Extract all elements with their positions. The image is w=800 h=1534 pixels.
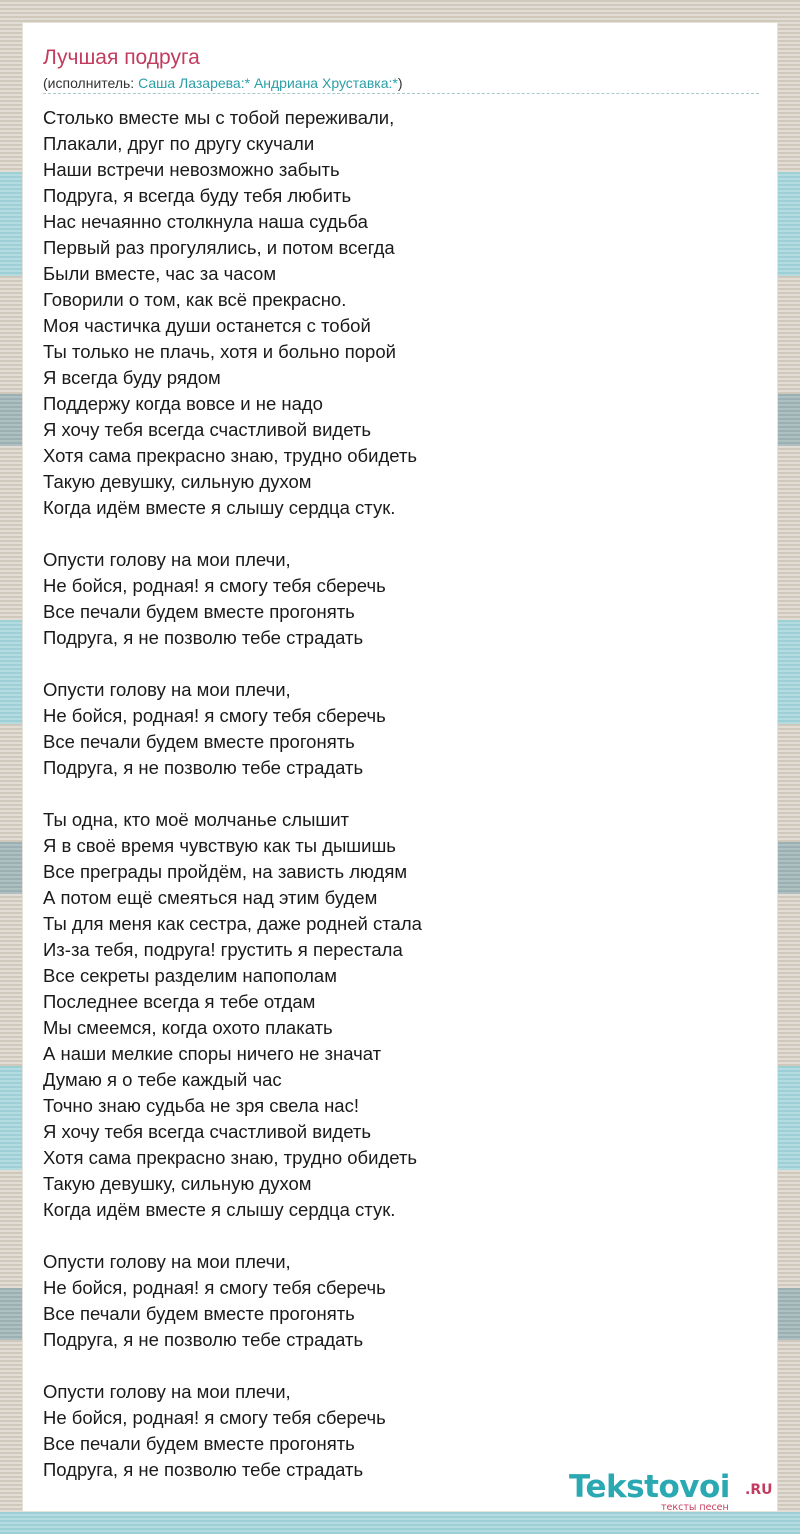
lyric-line: Наши встречи невозможно забыть — [43, 159, 340, 180]
lyric-line: Ты для меня как сестра, даже родней стала — [43, 913, 422, 934]
logo-tagline: тексты песен — [661, 1502, 729, 1513]
lyric-line: Плакали, друг по другу скучали — [43, 133, 315, 154]
performer-suffix: ) — [397, 75, 403, 91]
lyric-line: Подруга, я не позволю тебе страдать — [43, 1329, 364, 1350]
lyrics-card — [22, 22, 778, 1512]
lyric-line: Опусти голову на мои плечи, — [43, 549, 291, 570]
lyric-line: Подруга, я не позволю тебе страдать — [43, 1459, 364, 1480]
lyric-line: Хотя сама прекрасно знаю, трудно обидеть — [43, 445, 418, 466]
site-logo[interactable] — [569, 1469, 779, 1513]
lyric-line: Когда идём вместе я слышу сердца стук. — [43, 497, 396, 518]
lyric-line: Ты только не плачь, хотя и больно порой — [43, 341, 396, 362]
title-divider — [43, 93, 759, 94]
lyric-line: Хотя сама прекрасно знаю, трудно обидеть — [43, 1147, 418, 1168]
lyric-line: Точно знаю судьба не зря свела нас! — [43, 1095, 359, 1116]
lyric-line: Ты одна, кто моё молчанье слышит — [43, 809, 350, 830]
song-title: Лучшая подруга — [43, 46, 200, 69]
lyric-line: Не бойся, родная! я смогу тебя сберечь — [43, 575, 386, 596]
lyric-line: Опусти голову на мои плечи, — [43, 679, 291, 700]
lyric-line: Я в своё время чувствую как ты дышишь — [43, 835, 396, 856]
logo-wordmark: Tekstovoi — [569, 1469, 730, 1505]
lyric-line: Все преграды пройдём, на зависть людям — [43, 861, 408, 882]
lyric-line: Такую девушку, сильную духом — [43, 1173, 312, 1194]
lyric-line: Нас нечаянно столкнула наша судьба — [43, 211, 368, 232]
lyric-line: Подруга, я не позволю тебе страдать — [43, 627, 364, 648]
lyric-line: Первый раз прогулялись, и потом всегда — [43, 237, 395, 258]
stanza-break — [43, 1353, 759, 1379]
lyric-line: Поддержу когда вовсе и не надо — [43, 393, 323, 414]
performer-line — [43, 74, 403, 92]
lyric-line: Не бойся, родная! я смогу тебя сберечь — [43, 1277, 386, 1298]
lyric-line: Подруга, я всегда буду тебя любить — [43, 185, 352, 206]
lyric-line: Я всегда буду рядом — [43, 367, 221, 388]
lyric-line: Такую девушку, сильную духом — [43, 471, 312, 492]
lyric-line: Все печали будем вместе прогонять — [43, 731, 355, 752]
stanza-break — [43, 521, 759, 547]
lyric-line: Я хочу тебя всегда счастливой видеть — [43, 1121, 371, 1142]
lyric-line: Не бойся, родная! я смогу тебя сберечь — [43, 1407, 386, 1428]
lyric-line: Думаю я о тебе каждый час — [43, 1069, 282, 1090]
lyric-line: Столько вместе мы с тобой переживали, — [43, 107, 395, 128]
lyric-line: Последнее всегда я тебе отдам — [43, 991, 316, 1012]
lyric-line: Мы смеемся, когда охото плакать — [43, 1017, 333, 1038]
background-band-blue — [0, 1512, 800, 1534]
logo-tld: .RU — [745, 1482, 773, 1498]
lyric-line: Не бойся, родная! я смогу тебя сберечь — [43, 705, 386, 726]
lyric-line: Подруга, я не позволю тебе страдать — [43, 757, 364, 778]
lyric-line: Все печали будем вместе прогонять — [43, 1303, 355, 1324]
stanza-break — [43, 1223, 759, 1249]
lyric-line: Когда идём вместе я слышу сердца стук. — [43, 1199, 396, 1220]
performer-link[interactable]: Саша Лазарева:* Андриана Хруставка:* — [138, 75, 398, 91]
stanza-break — [43, 651, 759, 677]
lyric-line: Все печали будем вместе прогонять — [43, 1433, 355, 1454]
lyrics-text — [43, 105, 759, 1483]
stanza-break — [43, 781, 759, 807]
lyric-line: Все печали будем вместе прогонять — [43, 601, 355, 622]
lyric-line: Опусти голову на мои плечи, — [43, 1381, 291, 1402]
lyric-line: А потом ещё смеяться над этим будем — [43, 887, 378, 908]
lyric-line: Все секреты разделим напополам — [43, 965, 337, 986]
lyric-line: Говорили о том, как всё прекрасно. — [43, 289, 347, 310]
lyric-line: Я хочу тебя всегда счастливой видеть — [43, 419, 371, 440]
lyric-line: Были вместе, час за часом — [43, 263, 277, 284]
lyric-line: Моя частичка души останется с тобой — [43, 315, 371, 336]
lyric-line: А наши мелкие споры ничего не значат — [43, 1043, 382, 1064]
lyric-line: Из-за тебя, подруга! грустить я перестала — [43, 939, 403, 960]
lyric-line: Опусти голову на мои плечи, — [43, 1251, 291, 1272]
performer-prefix: (исполнитель: — [43, 75, 139, 91]
